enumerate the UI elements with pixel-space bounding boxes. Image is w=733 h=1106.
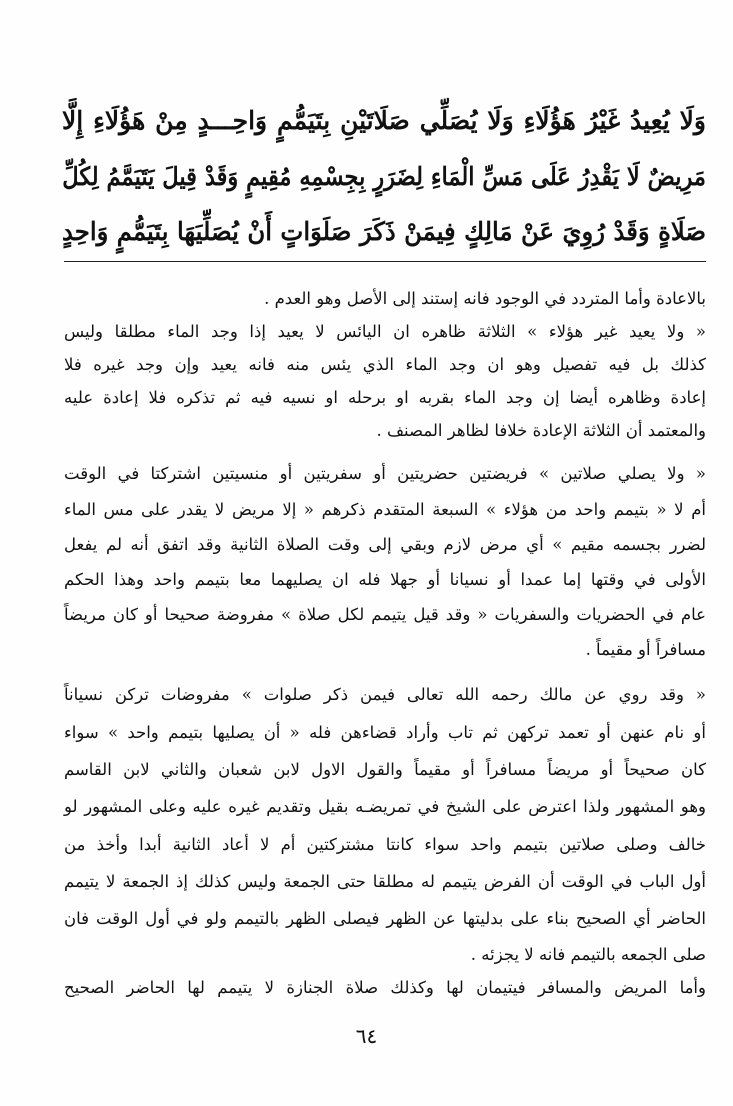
matn-line-2: مَرِيضٌ لَا يَقْدِرُ عَلَى مَسِّ الْمَاءِ لِضَرَرٍ بِجِسْمِهِ مُقِيمٍ وَقَدْ قِيلَ يَتَيَمَّمُ لِكُلِّ — [62, 162, 707, 191]
sharh-line-4: إعادة وظاهره أيضا إن وجد الماء بقربه او برحله او نسيه فيه ثم تذكره فلا إعادة عليه — [64, 388, 706, 407]
sharh-line-1: بالاعادة وأما المتردد في الوجود فانه إستند إلى الأصل وهو العدم . — [264, 289, 706, 308]
sharh-line-9: الأولى في وقتها إما عمدا أو نسيانا أو جهلا فله ان يصليهما معا بتيمم واحد وهذا الحكم — [64, 570, 706, 589]
sharh-line-3: كذلك بل فيه تفصيل وهو ان وجد الماء الذي يئس منه فانه يعيد وإن وجد غيره فلا — [64, 355, 706, 374]
sharh-line-8: لضرر بجسمه مقيم » أي مرض لازم وبقي إلى وقت الصلاة الثانية وقد اتفق أنه لم يفعل — [64, 535, 706, 554]
matn-line-1: وَلَا يُعِيدُ غَيْرُ هَؤُلَاءِ وَلَا يُصَلِّي صَلَاتَيْنِ بِتَيَمُّمٍ وَاحِـــدٍ مِنْ هَؤُلَاءِ إِلَّا — [62, 106, 706, 135]
matn-line-3: صَلَاةٍ وَقَدْ رُوِيَ عَنْ مَالِكٍ فِيمَنْ ذَكَرَ صَلَوَاتٍ أَنْ يُصَلِّيَهَا بِتَيَمُّمٍ وَاحِدٍ — [62, 217, 707, 246]
sharh-line-16: خالف وصلى صلاتين بتيمم واحد سواء كانتا مشتركتين أم لا أعاد الثانية أبدا وأخذ من — [64, 835, 706, 854]
sharh-line-10: عام في الحضريات والسفريات « وقد قيل يتيمم لكل صلاة » مفروضة صحيحا أو كان مريضاً — [64, 605, 706, 624]
sharh-line-18: الحاضر أي الصحيح بناء على بدليتها عن الظهر فيصلى الظهر بالتيمم ولو في أول الوقت فان — [64, 909, 706, 928]
section-divider — [64, 261, 706, 262]
sharh-line-14: كان صحيحاً أو مريضاً مسافراً أو مقيماً والقول الاول لابن شعبان والثاني لابن القاسم — [64, 760, 706, 779]
sharh-line-13: أو نام عنهن أو تعمد تركهن ثم تاب وأراد قضاءهن فله « أن يصليها بتيمم واحد » سواء — [64, 723, 706, 742]
sharh-line-20: وأما المريض والمسافر فيتيمان لها وكذلك صلاة الجنازة لا يتيمم لها الحاضر الصحيح — [64, 978, 706, 997]
sharh-line-11: مسافراً أو مقيماً . — [585, 640, 706, 659]
sharh-line-6: « ولا يصلي صلاتين » فريضتين حضريتين أو سفريتين أو منسيتين اشتركتا في الوقت — [64, 464, 706, 483]
sharh-line-19: صلى الجمعه بالتيمم فانه لا يجزئه . — [470, 945, 706, 964]
sharh-line-5: والمعتمد أن الثلاثة الإعادة خلافا لظاهر المصنف . — [376, 421, 706, 440]
sharh-line-2: « ولا يعيد غير هؤلاء » الثلاثة ظاهره ان اليائس لا يعيد إذا وجد الماء مطلقا وليس — [64, 322, 706, 341]
sharh-line-17: أول الباب في الوقت أن الفرض يتيمم له مطلقا حتى الجمعة وليس كذلك إذ الجمعة لا يتيمم — [64, 872, 706, 891]
sharh-line-12: « وقد روي عن مالك رحمه الله تعالى فيمن ذكر صلوات » مفروضات تركن نسياناً — [64, 685, 706, 704]
page-number: ٦٤ — [355, 1024, 378, 1048]
sharh-line-15: وهو المشهور ولذا اعترض على الشيخ في تمريضـه بقيل وتقديم غيره عليه وعلى المشهور لو — [64, 797, 706, 816]
sharh-line-7: أم لا « بتيمم واحد من هؤلاء » السبعة المتقدم ذكرهم « إلا مريض لا يقدر على مس الماء — [64, 500, 706, 519]
